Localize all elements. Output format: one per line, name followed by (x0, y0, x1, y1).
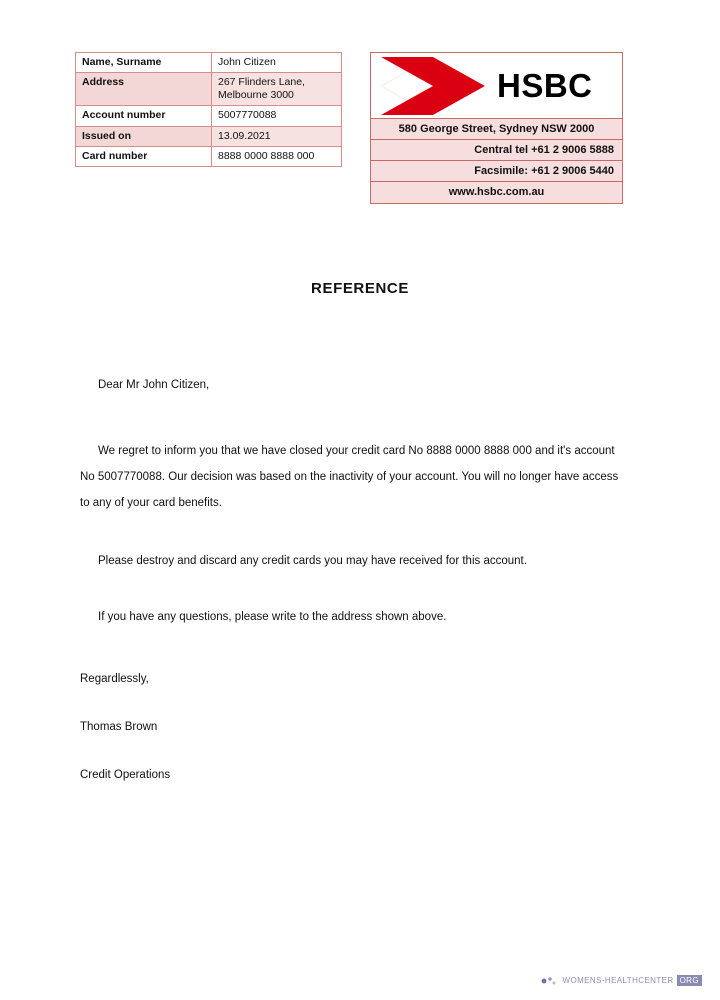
letter-paragraph-destroy: Please destroy and discard any credit cards you may have received for this account. (98, 555, 527, 567)
row-label-account-number: Account number (76, 106, 212, 126)
row-label-issued-on: Issued on (76, 126, 212, 146)
letter-sign-off: Regardlessly, (80, 673, 149, 685)
bank-website: www.hsbc.com.au (371, 182, 622, 203)
table-row (76, 146, 342, 166)
letter-salutation: Dear Mr John Citizen, (98, 379, 210, 391)
account-details-table (75, 52, 342, 167)
address-line-2: Melbourne 3000 (218, 89, 294, 102)
table-row (76, 53, 342, 73)
bank-name: HSBC (497, 66, 593, 104)
watermark-org-badge: ORG (677, 975, 702, 986)
bank-fax: Facsimile: +61 2 9006 5440 (371, 161, 622, 182)
bank-letterhead (370, 52, 623, 204)
row-value-account-number: 5007770088 (212, 106, 342, 126)
watermark (541, 975, 702, 986)
bank-phone: Central tel +61 2 9006 5888 (371, 140, 622, 161)
bank-logo-row (371, 53, 622, 119)
letter-paragraph-questions: If you have any questions, please write to the address shown above. (98, 611, 447, 623)
row-label-card-number: Card number (76, 146, 212, 166)
row-value-card-number: 8888 0000 8888 000 (212, 146, 342, 166)
page-title: REFERENCE (311, 280, 409, 297)
letter-paragraph-main: We regret to inform you that we have closed your credit card No 8888 0000 8888 000 and it's account No 5007770088. Our decision was based on the inactivity of your account. You will no longer have access to any of your card benefits. (80, 445, 619, 509)
row-value-issued-on: 13.09.2021 (212, 126, 342, 146)
row-label-address: Address (76, 73, 212, 106)
row-value-name: John Citizen (212, 53, 342, 73)
row-label-name: Name, Surname (76, 53, 212, 73)
table-row (76, 126, 342, 146)
table-row (76, 73, 342, 106)
letter-signer-department: Credit Operations (80, 769, 171, 781)
hsbc-hexagon-icon (381, 57, 485, 115)
watermark-dots-icon (541, 976, 559, 986)
table-row (76, 106, 342, 126)
row-value-address (212, 73, 342, 106)
header-area (0, 52, 720, 212)
address-line-1: 267 Flinders Lane, (218, 76, 305, 89)
bank-address: 580 George Street, Sydney NSW 2000 (371, 119, 622, 140)
letter-body (80, 372, 625, 788)
letter-signer-name: Thomas Brown (80, 721, 158, 733)
watermark-text: WOMENS-HEALTHCENTER (562, 976, 674, 985)
